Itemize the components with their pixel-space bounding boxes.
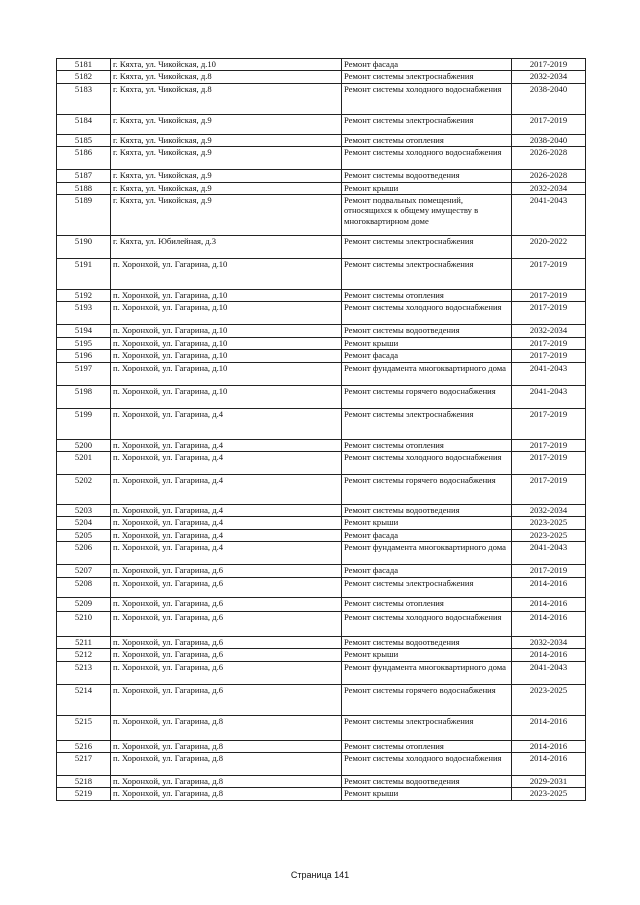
row-number-cell: 5214 xyxy=(57,684,111,715)
years-cell: 2014-2016 xyxy=(512,577,586,597)
table-row xyxy=(57,542,586,565)
table-row xyxy=(57,565,586,577)
row-number-cell: 5215 xyxy=(57,715,111,740)
table-row xyxy=(57,439,586,451)
page-number: Страница 141 xyxy=(290,870,350,880)
years-cell: 2014-2016 xyxy=(512,740,586,752)
work-type-cell: Ремонт системы отопления xyxy=(342,134,512,146)
address-cell: п. Хоронхой, ул. Гагарина, д.6 xyxy=(111,661,342,684)
work-type-cell: Ремонт крыши xyxy=(342,182,512,194)
address-cell: п. Хоронхой, ул. Гагарина, д.6 xyxy=(111,565,342,577)
work-type-cell: Ремонт системы электроснабжения xyxy=(342,114,512,134)
address-cell: г. Кяхта, ул. Чикойская, д.9 xyxy=(111,134,342,146)
address-cell: п. Хоронхой, ул. Гагарина, д.6 xyxy=(111,636,342,648)
table-row xyxy=(57,170,586,182)
address-cell: п. Хоронхой, ул. Гагарина, д.10 xyxy=(111,337,342,349)
work-type-cell: Ремонт системы отопления xyxy=(342,439,512,451)
address-cell: п. Хоронхой, ул. Гагарина, д.8 xyxy=(111,788,342,800)
years-cell: 2023-2025 xyxy=(512,684,586,715)
row-number-cell: 5202 xyxy=(57,475,111,505)
address-cell: п. Хоронхой, ул. Гагарина, д.6 xyxy=(111,577,342,597)
table-row xyxy=(57,715,586,740)
address-cell: п. Хоронхой, ул. Гагарина, д.4 xyxy=(111,408,342,439)
table-row xyxy=(57,740,586,752)
work-type-cell: Ремонт системы электроснабжения xyxy=(342,259,512,290)
years-cell: 2017-2019 xyxy=(512,475,586,505)
address-cell: г. Кяхта, ул. Чикойская, д.9 xyxy=(111,170,342,182)
years-cell: 2029-2031 xyxy=(512,775,586,787)
years-cell: 2041-2043 xyxy=(512,362,586,385)
address-cell: п. Хоронхой, ул. Гагарина, д.10 xyxy=(111,362,342,385)
address-cell: п. Хоронхой, ул. Гагарина, д.8 xyxy=(111,752,342,775)
table-row xyxy=(57,325,586,337)
address-cell: г. Кяхта, ул. Чикойская, д.9 xyxy=(111,182,342,194)
work-type-cell: Ремонт системы водоотведения xyxy=(342,325,512,337)
table-row xyxy=(57,597,586,611)
work-type-cell: Ремонт фундамента многоквартирного дома xyxy=(342,362,512,385)
years-cell: 2017-2019 xyxy=(512,337,586,349)
row-number-cell: 5200 xyxy=(57,439,111,451)
row-number-cell: 5185 xyxy=(57,134,111,146)
row-number-cell: 5181 xyxy=(57,59,111,71)
work-type-cell: Ремонт системы водоотведения xyxy=(342,170,512,182)
row-number-cell: 5195 xyxy=(57,337,111,349)
row-number-cell: 5219 xyxy=(57,788,111,800)
work-type-cell: Ремонт системы холодного водоснабжения xyxy=(342,752,512,775)
years-cell: 2041-2043 xyxy=(512,661,586,684)
years-cell: 2014-2016 xyxy=(512,752,586,775)
address-cell: г. Кяхта, ул. Чикойская, д.9 xyxy=(111,114,342,134)
row-number-cell: 5194 xyxy=(57,325,111,337)
row-number-cell: 5208 xyxy=(57,577,111,597)
address-cell: п. Хоронхой, ул. Гагарина, д.4 xyxy=(111,542,342,565)
work-type-cell: Ремонт фасада xyxy=(342,529,512,541)
address-cell: п. Хоронхой, ул. Гагарина, д.10 xyxy=(111,259,342,290)
years-cell: 2032-2034 xyxy=(512,325,586,337)
work-type-cell: Ремонт крыши xyxy=(342,337,512,349)
row-number-cell: 5192 xyxy=(57,290,111,302)
work-type-cell: Ремонт системы холодного водоснабжения xyxy=(342,302,512,325)
work-type-cell: Ремонт фундамента многоквартирного дома xyxy=(342,542,512,565)
work-type-cell: Ремонт системы горячего водоснабжения xyxy=(342,385,512,408)
address-cell: г. Кяхта, ул. Чикойская, д.8 xyxy=(111,71,342,83)
table-row xyxy=(57,517,586,529)
row-number-cell: 5191 xyxy=(57,259,111,290)
table-row xyxy=(57,195,586,236)
years-cell: 2017-2019 xyxy=(512,439,586,451)
address-cell: п. Хоронхой, ул. Гагарина, д.10 xyxy=(111,385,342,408)
row-number-cell: 5193 xyxy=(57,302,111,325)
work-type-cell: Ремонт системы отопления xyxy=(342,740,512,752)
years-cell: 2032-2034 xyxy=(512,71,586,83)
address-cell: п. Хоронхой, ул. Гагарина, д.4 xyxy=(111,529,342,541)
years-cell: 2014-2016 xyxy=(512,597,586,611)
address-cell: п. Хоронхой, ул. Гагарина, д.10 xyxy=(111,290,342,302)
row-number-cell: 5183 xyxy=(57,83,111,114)
address-cell: п. Хоронхой, ул. Гагарина, д.8 xyxy=(111,740,342,752)
work-type-cell: Ремонт системы электроснабжения xyxy=(342,577,512,597)
years-cell: 2017-2019 xyxy=(512,350,586,362)
table-row xyxy=(57,350,586,362)
table-row xyxy=(57,775,586,787)
address-cell: п. Хоронхой, ул. Гагарина, д.6 xyxy=(111,649,342,661)
years-cell: 2017-2019 xyxy=(512,114,586,134)
table-row xyxy=(57,611,586,636)
address-cell: п. Хоронхой, ул. Гагарина, д.6 xyxy=(111,597,342,611)
work-type-cell: Ремонт системы электроснабжения xyxy=(342,71,512,83)
table-row xyxy=(57,182,586,194)
work-type-cell: Ремонт системы горячего водоснабжения xyxy=(342,475,512,505)
row-number-cell: 5182 xyxy=(57,71,111,83)
address-cell: г. Кяхта, ул. Чикойская, д.9 xyxy=(111,195,342,236)
table-row xyxy=(57,59,586,71)
years-cell: 2032-2034 xyxy=(512,182,586,194)
years-cell: 2026-2028 xyxy=(512,147,586,170)
row-number-cell: 5216 xyxy=(57,740,111,752)
work-type-cell: Ремонт фасада xyxy=(342,59,512,71)
table-row xyxy=(57,362,586,385)
table-row xyxy=(57,452,586,475)
row-number-cell: 5189 xyxy=(57,195,111,236)
address-cell: п. Хоронхой, ул. Гагарина, д.6 xyxy=(111,684,342,715)
address-cell: п. Хоронхой, ул. Гагарина, д.4 xyxy=(111,475,342,505)
years-cell: 2017-2019 xyxy=(512,259,586,290)
address-cell: п. Хоронхой, ул. Гагарина, д.4 xyxy=(111,439,342,451)
address-cell: г. Кяхта, ул. Чикойская, д.10 xyxy=(111,59,342,71)
work-type-cell: Ремонт системы отопления xyxy=(342,597,512,611)
row-number-cell: 5217 xyxy=(57,752,111,775)
years-cell: 2032-2034 xyxy=(512,636,586,648)
row-number-cell: 5184 xyxy=(57,114,111,134)
years-cell: 2026-2028 xyxy=(512,170,586,182)
years-cell: 2014-2016 xyxy=(512,715,586,740)
table-row xyxy=(57,83,586,114)
table-row xyxy=(57,752,586,775)
address-cell: п. Хоронхой, ул. Гагарина, д.8 xyxy=(111,775,342,787)
table-row xyxy=(57,408,586,439)
work-type-cell: Ремонт системы холодного водоснабжения xyxy=(342,611,512,636)
work-type-cell: Ремонт системы водоотведения xyxy=(342,505,512,517)
address-cell: п. Хоронхой, ул. Гагарина, д.8 xyxy=(111,715,342,740)
table-row xyxy=(57,649,586,661)
table-row xyxy=(57,661,586,684)
address-cell: г. Кяхта, ул. Юбилейная, д.3 xyxy=(111,236,342,259)
years-cell: 2017-2019 xyxy=(512,302,586,325)
years-cell: 2041-2043 xyxy=(512,542,586,565)
row-number-cell: 5201 xyxy=(57,452,111,475)
repair-schedule-table xyxy=(56,58,586,801)
address-cell: г. Кяхта, ул. Чикойская, д.9 xyxy=(111,147,342,170)
years-cell: 2017-2019 xyxy=(512,408,586,439)
table-row xyxy=(57,71,586,83)
table-row xyxy=(57,236,586,259)
row-number-cell: 5190 xyxy=(57,236,111,259)
table-row xyxy=(57,788,586,800)
work-type-cell: Ремонт системы холодного водоснабжения xyxy=(342,83,512,114)
row-number-cell: 5198 xyxy=(57,385,111,408)
table-row xyxy=(57,302,586,325)
work-type-cell: Ремонт фасада xyxy=(342,565,512,577)
address-cell: п. Хоронхой, ул. Гагарина, д.10 xyxy=(111,350,342,362)
address-cell: п. Хоронхой, ул. Гагарина, д.10 xyxy=(111,302,342,325)
row-number-cell: 5207 xyxy=(57,565,111,577)
work-type-cell: Ремонт фасада xyxy=(342,350,512,362)
row-number-cell: 5210 xyxy=(57,611,111,636)
row-number-cell: 5205 xyxy=(57,529,111,541)
years-cell: 2017-2019 xyxy=(512,59,586,71)
work-type-cell: Ремонт системы горячего водоснабжения xyxy=(342,684,512,715)
table-row xyxy=(57,505,586,517)
years-cell: 2041-2043 xyxy=(512,385,586,408)
row-number-cell: 5218 xyxy=(57,775,111,787)
address-cell: п. Хоронхой, ул. Гагарина, д.4 xyxy=(111,505,342,517)
years-cell: 2017-2019 xyxy=(512,452,586,475)
table-row xyxy=(57,577,586,597)
row-number-cell: 5188 xyxy=(57,182,111,194)
table-body xyxy=(57,59,586,801)
row-number-cell: 5197 xyxy=(57,362,111,385)
years-cell: 2020-2022 xyxy=(512,236,586,259)
address-cell: п. Хоронхой, ул. Гагарина, д.6 xyxy=(111,611,342,636)
years-cell: 2014-2016 xyxy=(512,611,586,636)
work-type-cell: Ремонт системы холодного водоснабжения xyxy=(342,452,512,475)
work-type-cell: Ремонт системы водоотведения xyxy=(342,636,512,648)
table-row xyxy=(57,385,586,408)
years-cell: 2038-2040 xyxy=(512,134,586,146)
row-number-cell: 5206 xyxy=(57,542,111,565)
row-number-cell: 5199 xyxy=(57,408,111,439)
years-cell: 2038-2040 xyxy=(512,83,586,114)
row-number-cell: 5209 xyxy=(57,597,111,611)
years-cell: 2017-2019 xyxy=(512,290,586,302)
row-number-cell: 5203 xyxy=(57,505,111,517)
row-number-cell: 5196 xyxy=(57,350,111,362)
work-type-cell: Ремонт системы водоотведения xyxy=(342,775,512,787)
years-cell: 2023-2025 xyxy=(512,517,586,529)
table-row xyxy=(57,290,586,302)
years-cell: 2014-2016 xyxy=(512,649,586,661)
work-type-cell: Ремонт системы электроснабжения xyxy=(342,715,512,740)
table-row xyxy=(57,475,586,505)
work-type-cell: Ремонт системы электроснабжения xyxy=(342,408,512,439)
work-type-cell: Ремонт системы отопления xyxy=(342,290,512,302)
table-row xyxy=(57,529,586,541)
address-cell: п. Хоронхой, ул. Гагарина, д.4 xyxy=(111,517,342,529)
table-row xyxy=(57,259,586,290)
years-cell: 2032-2034 xyxy=(512,505,586,517)
table-row xyxy=(57,134,586,146)
years-cell: 2041-2043 xyxy=(512,195,586,236)
row-number-cell: 5213 xyxy=(57,661,111,684)
work-type-cell: Ремонт фундамента многоквартирного дома xyxy=(342,661,512,684)
work-type-cell: Ремонт системы холодного водоснабжения xyxy=(342,147,512,170)
row-number-cell: 5187 xyxy=(57,170,111,182)
table-row xyxy=(57,684,586,715)
years-cell: 2017-2019 xyxy=(512,565,586,577)
work-type-cell: Ремонт крыши xyxy=(342,788,512,800)
years-cell: 2023-2025 xyxy=(512,529,586,541)
row-number-cell: 5204 xyxy=(57,517,111,529)
table-row xyxy=(57,147,586,170)
work-type-cell: Ремонт крыши xyxy=(342,517,512,529)
address-cell: п. Хоронхой, ул. Гагарина, д.4 xyxy=(111,452,342,475)
row-number-cell: 5186 xyxy=(57,147,111,170)
years-cell: 2023-2025 xyxy=(512,788,586,800)
work-type-cell: Ремонт системы электроснабжения xyxy=(342,236,512,259)
table-row xyxy=(57,114,586,134)
table-row xyxy=(57,337,586,349)
row-number-cell: 5211 xyxy=(57,636,111,648)
address-cell: г. Кяхта, ул. Чикойская, д.8 xyxy=(111,83,342,114)
work-type-cell: Ремонт подвальных помещений, относящихся к общему имуществу в многоквартирном доме xyxy=(342,195,512,236)
row-number-cell: 5212 xyxy=(57,649,111,661)
work-type-cell: Ремонт крыши xyxy=(342,649,512,661)
table-row xyxy=(57,636,586,648)
address-cell: п. Хоронхой, ул. Гагарина, д.10 xyxy=(111,325,342,337)
